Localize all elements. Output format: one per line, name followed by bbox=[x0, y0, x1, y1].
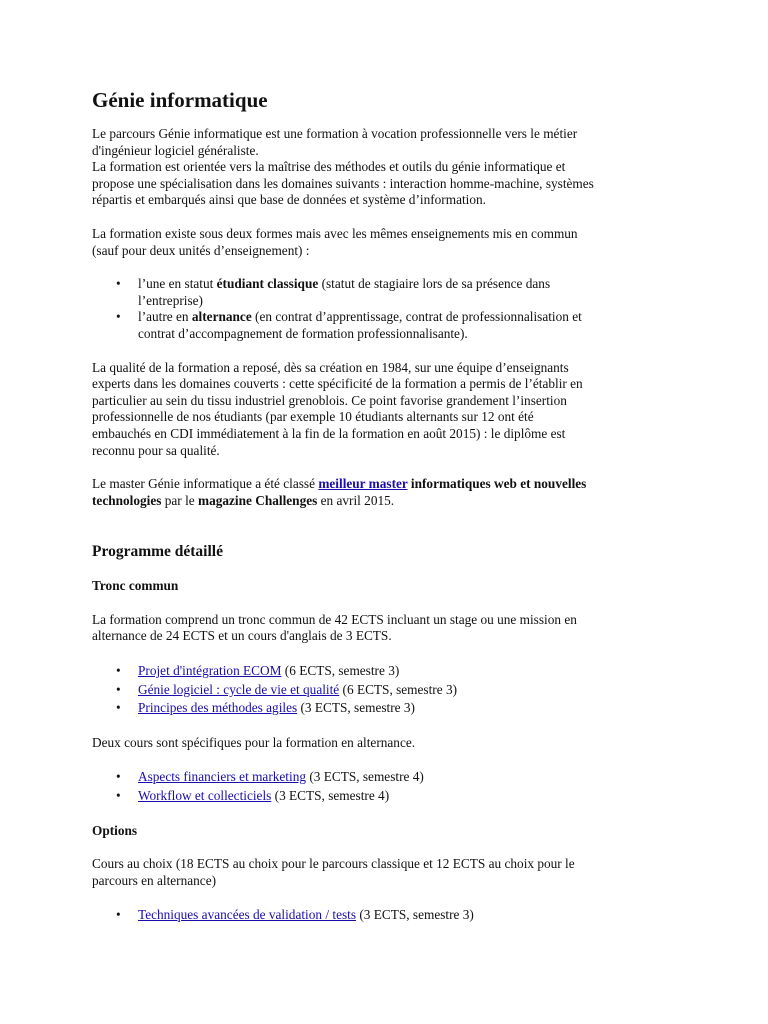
spacer bbox=[92, 509, 682, 543]
intro-paragraph bbox=[92, 126, 682, 209]
quality-text-line: La qualité de la formation a reposé, dès sa création en 1984, sur une équipe d’enseignants bbox=[92, 359, 569, 375]
tronc-text-line: alternance de 24 ECTS et un cours d'anglais de 3 ECTS. bbox=[92, 628, 392, 644]
ranking-bold-text: magazine Challenges bbox=[198, 492, 318, 508]
list-item-bold: alternance bbox=[191, 309, 252, 325]
list-item-text: l’autre en bbox=[138, 309, 192, 325]
quality-text-line: experts dans les domaines couverts : cette spécificité de la formation a permis de l’établir en bbox=[92, 376, 583, 392]
intro-text-line: propose une spécialisation dans les domaines suivants : interaction homme-machine, systèmes bbox=[92, 175, 594, 191]
options-heading: Options bbox=[92, 822, 138, 838]
list-item-text: (en contrat d’apprentissage, contrat de professionnalisation et bbox=[251, 309, 582, 325]
course-info: (6 ECTS, semestre 3) bbox=[339, 681, 458, 697]
list-item-text: contrat d’accompagnement de formation professionnalisante). bbox=[138, 325, 468, 341]
intro-text-line: La formation est orientée vers la maîtrise des méthodes et outils du génie informatique et bbox=[92, 159, 566, 175]
programme-heading: Programme détaillé bbox=[92, 543, 223, 561]
alternance-note: Deux cours sont spécifiques pour la formation en alternance. bbox=[92, 734, 416, 750]
bullet-icon: • bbox=[116, 663, 121, 679]
course-link[interactable]: Génie logiciel : cycle de vie et qualité bbox=[138, 681, 340, 697]
list-item-text: (statut de stagiaire lors de sa présence dans bbox=[318, 276, 551, 292]
alternance-course-list bbox=[92, 768, 682, 805]
list-item bbox=[116, 681, 682, 700]
spacer bbox=[92, 889, 682, 906]
ranking-paragraph bbox=[92, 476, 682, 509]
bullet-icon: • bbox=[116, 681, 121, 697]
ranking-text: Le master Génie informatique a été classé bbox=[92, 476, 319, 492]
list-item-text: l’une en statut bbox=[138, 276, 217, 292]
bullet-icon: • bbox=[116, 276, 121, 292]
forms-text-line: (sauf pour deux unités d’enseignement) : bbox=[92, 242, 310, 258]
course-link[interactable]: Principes des méthodes agiles bbox=[138, 700, 298, 716]
intro-text-line: Le parcours Génie informatique est une formation à vocation professionnelle vers le métier bbox=[92, 126, 578, 141]
tronc-commun-heading: Tronc commun bbox=[92, 578, 179, 594]
options-text-line: parcours en alternance) bbox=[92, 872, 217, 888]
forms-paragraph bbox=[92, 226, 682, 259]
intro-text-line: répartis et embarqués ainsi que base de données et système d’information. bbox=[92, 192, 486, 208]
quality-text-line: particulier au sein du tissu industriel grenoblois. Ce point favorise grandement l’insertion bbox=[92, 392, 567, 408]
course-info: (6 ECTS, semestre 3) bbox=[281, 663, 400, 679]
page-title: Génie informatique bbox=[92, 88, 268, 112]
options-course-list bbox=[92, 906, 682, 925]
course-info: (3 ECTS, semestre 3) bbox=[356, 907, 474, 923]
tronc-paragraph bbox=[92, 612, 682, 645]
quality-text-line: embauchés en CDI immédiatement à la fin de la formation en août 2015) : le diplôme est bbox=[92, 425, 566, 441]
spacer bbox=[92, 595, 682, 612]
ranking-bold-text: technologies bbox=[92, 492, 162, 508]
list-item-text: l’entreprise) bbox=[138, 292, 203, 308]
list-item bbox=[116, 906, 682, 925]
course-link[interactable]: Techniques avancées de validation / tests bbox=[138, 907, 357, 923]
course-link[interactable]: Aspects financiers et marketing bbox=[138, 769, 306, 785]
bullet-icon: • bbox=[116, 907, 121, 923]
list-item bbox=[116, 768, 682, 787]
ranking-bold-text: informatiques web et nouvelles bbox=[407, 476, 587, 492]
options-text-line: Cours au choix (18 ECTS au choix pour le parcours classique et 12 ECTS au choix pour le bbox=[92, 856, 575, 872]
tronc-text-line: La formation comprend un tronc commun de 42 ECTS incluant un stage ou une mission en bbox=[92, 611, 577, 627]
list-item bbox=[116, 699, 682, 718]
quality-text-line: reconnu pour sa qualité. bbox=[92, 442, 220, 458]
list-item-bold: étudiant classique bbox=[216, 276, 319, 292]
bullet-icon: • bbox=[116, 309, 121, 325]
course-link[interactable]: Workflow et collecticiels bbox=[138, 788, 272, 804]
ranking-text: par le bbox=[161, 492, 198, 508]
forms-text-line: La formation existe sous deux formes mais avec les mêmes enseignements mis en commun bbox=[92, 225, 578, 241]
course-info: (3 ECTS, semestre 3) bbox=[297, 700, 415, 716]
list-item bbox=[116, 276, 682, 309]
course-info: (3 ECTS, semestre 4) bbox=[271, 788, 390, 804]
spacer bbox=[92, 561, 682, 578]
bullet-icon: • bbox=[116, 788, 121, 804]
spacer bbox=[92, 209, 682, 226]
bullet-icon: • bbox=[116, 769, 121, 785]
spacer bbox=[92, 751, 682, 768]
options-paragraph bbox=[92, 856, 682, 889]
document-page bbox=[92, 88, 682, 925]
spacer bbox=[92, 839, 682, 856]
forms-list bbox=[92, 276, 682, 342]
spacer bbox=[92, 806, 682, 823]
list-item bbox=[116, 309, 682, 342]
meilleur-master-link[interactable]: meilleur master bbox=[318, 476, 408, 492]
quality-paragraph bbox=[92, 360, 682, 460]
course-link[interactable]: Projet d'intégration ECOM bbox=[138, 663, 282, 679]
spacer bbox=[92, 343, 682, 360]
list-item bbox=[116, 787, 682, 806]
tronc-course-list bbox=[92, 662, 682, 718]
spacer bbox=[92, 718, 682, 735]
course-info: (3 ECTS, semestre 4) bbox=[306, 769, 424, 785]
ranking-text: en avril 2015. bbox=[317, 492, 395, 508]
spacer bbox=[92, 459, 682, 476]
spacer bbox=[92, 645, 682, 662]
quality-text-line: professionnelle de nos étudiants (par exemple 10 étudiants alternants sur 12 ont été bbox=[92, 409, 534, 425]
intro-text-line: d'ingénieur logiciel généraliste. bbox=[92, 142, 259, 158]
bullet-icon: • bbox=[116, 700, 121, 716]
list-item bbox=[116, 662, 682, 681]
spacer bbox=[92, 259, 682, 276]
